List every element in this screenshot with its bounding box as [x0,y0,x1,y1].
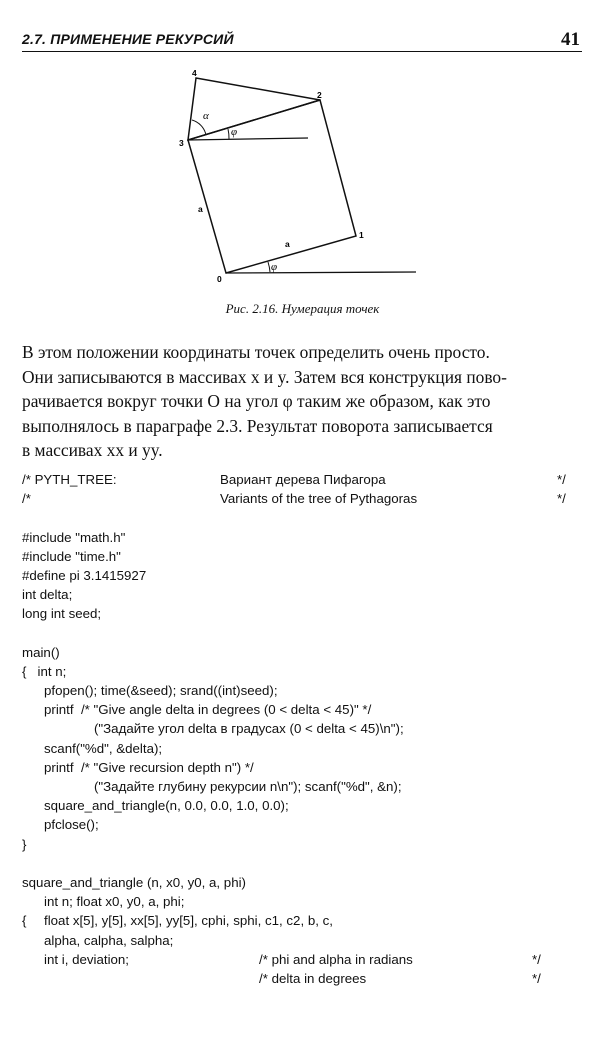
code-comment: /* delta in degrees [259,970,367,986]
code-text: pfclose(); [44,817,99,833]
code-text: pfopen(); time(&seed); srand((int)seed); [44,683,278,699]
code-line [22,700,582,719]
angle-alpha-arc [192,120,206,135]
code-line [22,643,582,662]
code-text: printf /* "Give recursion depth n") */ [44,759,254,775]
horizontal-reference-point3 [188,138,308,140]
code-comment-close: */ [557,491,566,507]
code-blank-line [22,508,582,527]
side-label-left: a [198,204,203,214]
code-line [22,681,582,700]
paragraph-line: выполнялось в параграфе 2.3. Результат поворота записывается [22,415,493,436]
code-line [22,758,582,777]
code-text: alpha, calpha, salpha; [44,932,174,948]
code-text: int i, deviation; [44,951,130,967]
point-label-4: 4 [192,68,197,78]
code-comment: /* [22,491,31,507]
code-line [22,528,582,547]
code-blank-line [22,854,582,873]
angle-phi-label-upper: φ [231,126,238,138]
paragraph-line: в массивах xx и yy. [22,440,163,460]
code-text: square_and_triangle (n, x0, y0, a, phi) [22,874,246,890]
code-line [22,931,582,950]
code-text: { int n; [22,663,67,679]
side-label-bottom: a [285,239,290,249]
code-text: long int seed; [22,606,102,622]
code-line [22,892,582,911]
code-text: #include "math.h" [22,529,126,545]
angle-alpha-label: α [203,110,209,122]
code-line [22,835,582,854]
section-title: 2.7. ПРИМЕНЕНИЕ РЕКУРСИЙ [22,31,234,47]
code-comment: /* PYTH_TREE: [22,472,117,487]
code-comment-close: */ [557,472,566,487]
code-text: } [22,836,27,852]
code-text: ("Задайте глубину рекурсии n\n"); scanf("%d", &n); [94,779,402,794]
code-line [22,547,582,566]
code-listing [22,470,582,988]
code-text: main() [22,644,60,660]
code-line [22,662,582,681]
code-line [22,911,582,930]
code-comment: /* phi and alpha in radians [259,951,413,967]
paragraph-line: рачивается вокруг точки O на угол φ таким же образом, как это [22,391,491,411]
figure-point-numbering [150,62,430,292]
angle-phi-label-base: φ [271,261,278,273]
horizontal-reference-base [226,272,416,273]
code-comment: Variants of the tree of Pythagoras [220,491,418,507]
code-line [22,815,582,834]
code-text: float x[5], y[5], xx[5], yy[5], cphi, sphi, c1, c2, b, c, [44,913,333,929]
triangle-outline [188,78,320,140]
code-line [22,969,582,988]
code-text: #include "time.h" [22,548,121,564]
code-comment-close: */ [532,970,541,986]
code-text: ("Задайте угол delta в градусах (0 < delta < 45)\n"); [94,721,404,737]
figure-caption: Рис. 2.16. Нумерация точек [225,301,380,316]
code-text: printf /* "Give angle delta in degrees (0 < delta < 45)" */ [44,702,372,718]
code-line [22,739,582,758]
code-line [22,585,582,604]
code-line [22,719,582,738]
point-label-0: 0 [217,274,222,284]
code-text: scanf("%d", &delta); [44,740,163,756]
code-line [22,796,582,815]
code-line [22,489,582,508]
code-text: #define pi 3.1415927 [22,567,147,583]
code-line [22,873,582,892]
angle-phi-arc-upper [228,129,229,139]
body-paragraph [22,340,582,463]
paragraph-line: В этом положении координаты точек определить очень просто. [22,342,490,362]
code-line [22,777,582,796]
point-label-1: 1 [359,230,364,240]
page-number: 41 [561,29,580,50]
running-header [22,29,582,52]
code-comment: Вариант дерева Пифагора [220,472,386,487]
code-comment-close: */ [532,951,541,967]
code-text: square_and_triangle(n, 0.0, 0.0, 1.0, 0.0); [44,798,289,814]
code-text: int delta; [22,587,73,603]
square-outline [188,100,356,273]
code-blank-line [22,624,582,643]
point-label-3: 3 [179,138,184,148]
code-line [22,566,582,585]
code-line [22,950,582,969]
code-text: { [22,913,27,929]
code-line [22,470,582,489]
point-label-2: 2 [317,90,322,100]
paragraph-line: Они записываются в массивах x и y. Затем вся конструкция пово- [22,366,507,387]
code-text: int n; float x0, y0, a, phi; [44,894,185,910]
code-line [22,604,582,623]
angle-phi-arc-base [268,262,270,272]
